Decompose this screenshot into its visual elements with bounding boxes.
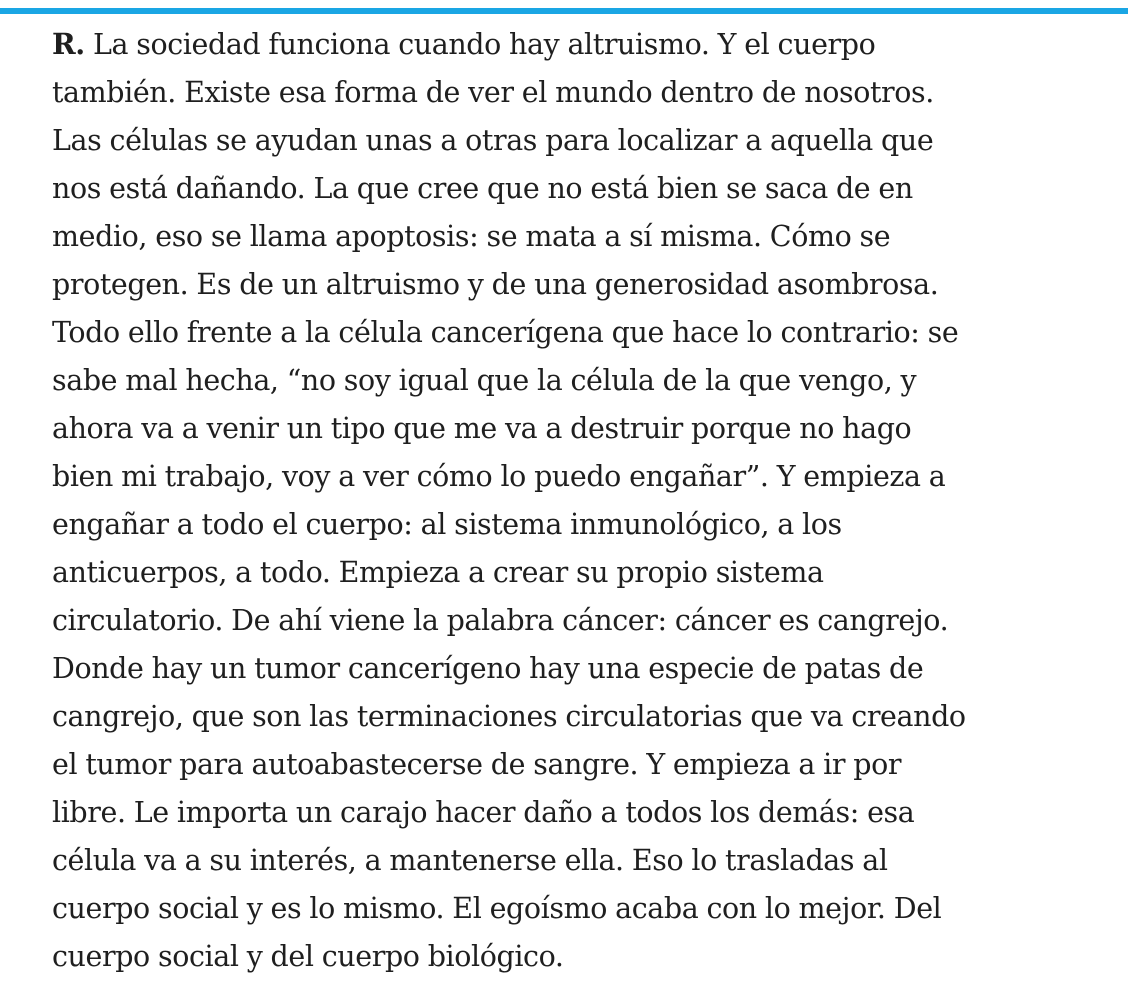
paragraph-line: medio, eso se llama apoptosis: se mata a sí misma. Cómo se: [52, 220, 891, 253]
paragraph-line: engañar a todo el cuerpo: al sistema inmunológico, a los: [52, 508, 842, 541]
paragraph-line: célula va a su interés, a mantenerse ella. Eso lo trasladas al: [52, 844, 888, 877]
paragraph-line: ahora va a venir un tipo que me va a destruir porque no hago: [52, 412, 912, 445]
paragraph-line: el tumor para autoabastecerse de sangre. Y empieza a ir por: [52, 748, 902, 781]
paragraph-line: también. Existe esa forma de ver el mundo dentro de nosotros.: [52, 76, 934, 109]
paragraph-line: Donde hay un tumor cancerígeno hay una especie de patas de: [52, 652, 924, 685]
paragraph-line: anticuerpos, a todo. Empieza a crear su propio sistema: [52, 556, 824, 589]
paragraph-line: cangrejo, que son las terminaciones circulatorias que va creando: [52, 700, 966, 733]
answer-label: R.: [52, 27, 85, 61]
paragraph-line: [52, 20, 1112, 69]
article-paragraph: [52, 20, 1112, 981]
paragraph-line: Todo ello frente a la célula cancerígena que hace lo contrario: se: [52, 316, 959, 349]
paragraph-line: Las células se ayudan unas a otras para localizar a aquella que: [52, 124, 934, 157]
paragraph-line: circulatorio. De ahí viene la palabra cáncer: cáncer es cangrejo.: [52, 604, 949, 637]
paragraph-line: protegen. Es de un altruismo y de una generosidad asombrosa.: [52, 268, 939, 301]
paragraph-line: libre. Le importa un carajo hacer daño a todos los demás: esa: [52, 796, 915, 829]
paragraph-line: bien mi trabajo, voy a ver cómo lo puedo engañar”. Y empieza a: [52, 460, 946, 493]
paragraph-line: sabe mal hecha, “no soy igual que la célula de la que vengo, y: [52, 364, 917, 397]
paragraph-line: cuerpo social y es lo mismo. El egoísmo acaba con lo mejor. Del: [52, 892, 942, 925]
top-accent-rule: [0, 8, 1128, 14]
paragraph-line: nos está dañando. La que cree que no está bien se saca de en: [52, 172, 913, 205]
paragraph-line-text: La sociedad funciona cuando hay altruismo. Y el cuerpo: [92, 28, 876, 61]
paragraph-line: cuerpo social y del cuerpo biológico.: [52, 940, 564, 973]
